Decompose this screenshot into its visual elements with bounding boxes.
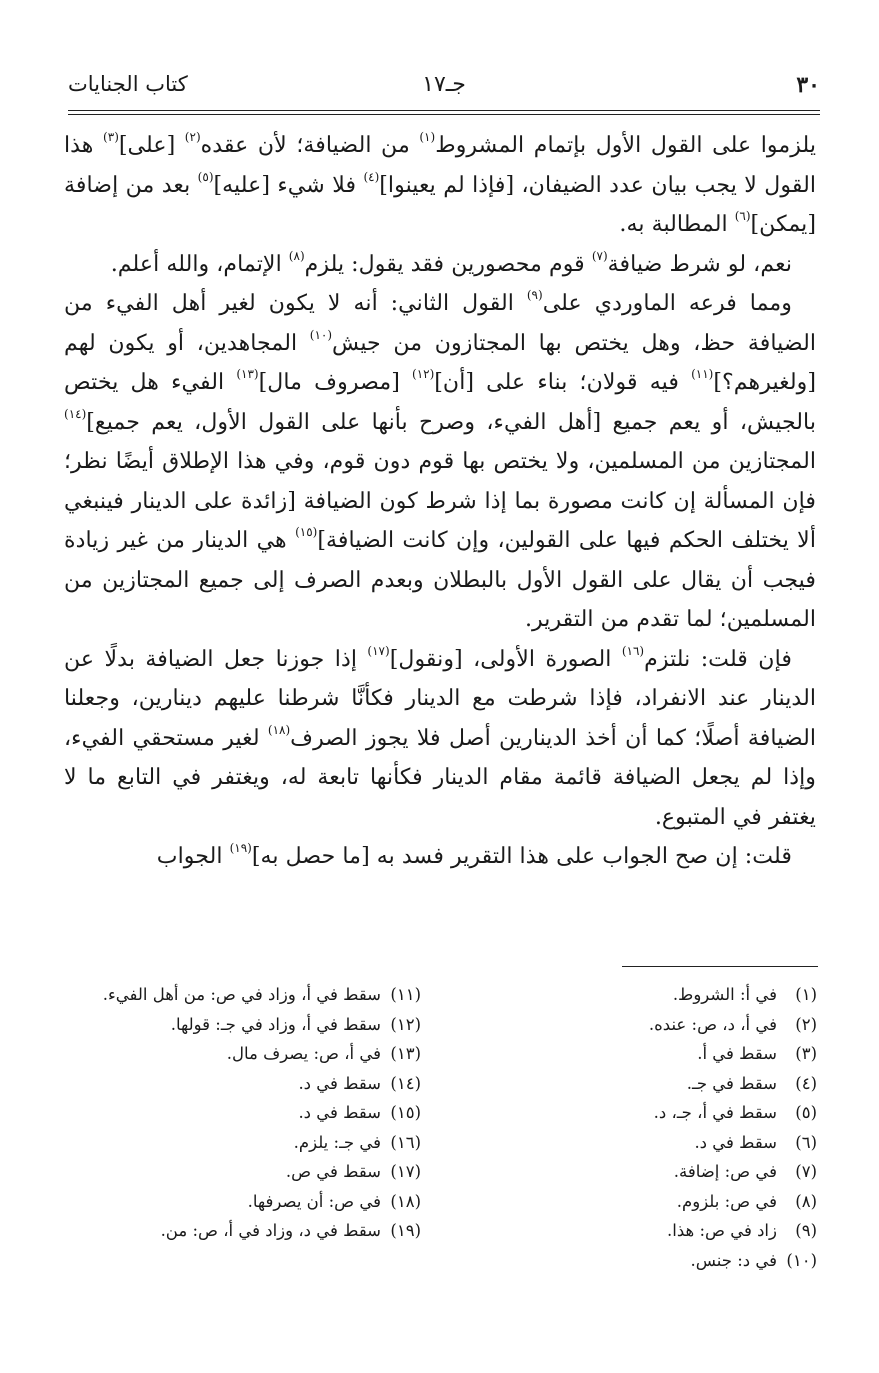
text-run: هذا القول لا يجب بيان عدد الضيفان، [فإذا لم يعينوا] [64,132,816,198]
footnote-item [51,1010,421,1040]
text-run: هي الدينار من غير زيادة فيجب أن يقال على القول الأول بالبطلان وبعدم الصرف إلى جميع المجتازين من المسلمين؛ لما تقدم من التقرير. [64,527,816,632]
footnote-marker: (٦) [734,209,751,223]
body-paragraph [64,126,816,245]
book-title: كتاب الجنايات [68,72,188,96]
footnote-item [51,1128,421,1158]
footnote-marker: (٣) [103,130,119,144]
footnote-number: (١٥) [390,1103,421,1122]
footnote-number: (٩) [795,1221,817,1240]
footnote-item [51,1157,421,1187]
footnote-number: (١٦) [390,1132,421,1152]
text-run: قوم محصورين فقد يقول: يلزم [304,250,592,277]
footnote-item [457,1069,817,1099]
main-text [64,126,816,877]
text-run: لغير مستحقي الفيء، وإذا لم يجعل الضيافة قائمة مقام الدينار فكأنها تابعة له، ويغتفر في التابع ما لا يغتفر في المتبوع. [64,724,816,830]
text-run: بعد من إضافة [يمكن] [64,171,816,237]
text-run: [على] [118,132,185,158]
footnote-item [51,1098,421,1128]
text-run: نعم، لو شرط ضيافة [607,250,792,277]
footnote-number: (٢) [795,1014,817,1034]
footnote-number: (١٠) [786,1250,817,1270]
footnote-item [457,1187,817,1217]
text-run: الفيء هل يختص بالجيش، أو يعم جميع [أهل الفيء، وصرح بأنها على القول الأول، يعم جميع] [64,369,816,435]
footnote-marker: (١٦) [621,643,645,658]
footnote-number: (١٨) [390,1191,421,1211]
text-run: يلزموا على القول الأول بإتمام المشروط [435,132,816,158]
footnote-text: سقط في أ. [697,1044,777,1063]
footnote-marker: (١٧) [367,643,390,658]
footnote-number: (١) [795,985,817,1004]
footnote-text: في د: جنس. [690,1250,777,1270]
footnote-marker: (١٣) [236,367,259,381]
footnote-marker: (٥) [197,169,214,184]
text-run: المطالبة به. [619,211,735,237]
body-paragraph [64,640,816,838]
footnote-text: في جـ: يلزم. [293,1132,381,1152]
footnote-item [457,980,817,1010]
footnote-text: سقط في ص. [285,1162,381,1181]
footnote-text: في ص: إضافة. [673,1162,777,1181]
footnote-marker: (١٠) [309,327,333,342]
footnote-number: (١٤) [390,1073,421,1093]
footnote-number: (٣) [795,1044,817,1063]
footnote-number: (٧) [795,1162,817,1181]
text-run: فيه قولان؛ بناء على [أن] [434,369,692,395]
body-paragraph [64,245,816,285]
footnote-number: (٤) [795,1073,817,1093]
text-run: من الضيافة؛ لأن عقده [200,132,420,158]
footnote-marker: (٤) [363,169,380,184]
footnote-marker: (١) [419,130,436,144]
footnote-item [457,1039,817,1069]
footnote-text: سقط في أ، وزاد في جـ: قولها. [170,1014,381,1034]
text-run: قلت: إن صح الجواب على هذا التقرير فسد به [ما حصل به] [251,843,792,869]
footnote-item [51,1216,421,1246]
text-run: الإتمام، والله أعلم. [110,250,289,277]
footnote-marker: (١١) [691,367,714,381]
body-paragraph [64,284,816,640]
footnote-marker: (٢) [184,130,201,144]
footnote-text: في ص: بلزوم. [676,1191,777,1211]
footnote-number: (١٩) [390,1221,421,1240]
footnote-item [51,980,421,1010]
text-run: فإن قلت: نلتزم [644,645,792,672]
footnote-number: (٦) [795,1132,817,1152]
text-run: إذا جوزنا جعل الضيافة بدلًا عن الدينار عند الانفراد، فإذا شرطت مع الدينار فكأنَّا شرطنا عليهم دينارين، وجعلنا الضيافة أصلًا؛ كما أن أخذ الدينارين أصل فلا يجوز الصرف [64,645,816,751]
footnote-marker: (٧) [591,248,608,263]
footnotes-column-left [51,980,421,1246]
footnote-marker: (١٩) [229,841,252,855]
page-number: ٣٠ [796,72,820,98]
text-run: المجاهدين، أو يكون لهم [ولغيرهم؟] [64,329,816,395]
footnote-marker: (٩) [526,288,543,302]
footnote-text: في أ، ص: يصرف مال. [226,1044,381,1063]
footnote-number: (٥) [795,1103,817,1122]
footnote-marker: (١٢) [412,367,435,381]
text-run: الجواب [156,843,230,869]
footnote-item [457,1128,817,1158]
text-run: ومما فرعه الماوردي على [542,290,792,316]
text-run: المجتازين من المسلمين، ولا يختص بها قوم دون قوم، وفي هذا الإطلاق أيضًا نظر؛ فإن المسألة إن كانت مصورة بما إذا شرط كون الضيافة [زائدة على الدينار فينبغي ألا يختلف الحكم فيها على القولين، وإن كانت الضيافة] [64,448,817,553]
footnotes-column-right [457,980,817,1275]
footnote-item [457,1098,817,1128]
footnote-text: سقط في أ، وزاد في ص: من أهل الفيء. [102,985,381,1004]
footnote-marker: (٨) [288,248,305,263]
footnote-item [457,1216,817,1246]
footnote-number: (١٧) [390,1162,421,1181]
footnote-text: في أ، د، ص: عنده. [648,1014,777,1034]
footnote-text: زاد في ص: هذا. [667,1221,777,1240]
footnote-text: في ص: أن يصرفها. [247,1191,381,1211]
footnote-text: سقط في أ، جـ، د. [653,1103,777,1122]
footnote-text: سقط في د. [694,1132,777,1152]
footnote-number: (١١) [390,985,421,1004]
footnote-marker: (١٤) [64,406,87,421]
footnote-separator [622,966,818,967]
running-header [68,72,820,108]
footnote-marker: (١٨) [267,722,291,737]
footnote-text: سقط في د. [298,1103,381,1122]
text-run: القول الثاني: أنه لا يكون لغير أهل الفيء من الضيافة حظ، وهل يختص بها المجتازون من جيش [64,290,816,356]
footnote-text: سقط في د، وزاد في أ، ص: من. [160,1221,381,1240]
text-run: فلا شيء [عليه] [213,171,364,198]
footnote-number: (٨) [795,1191,817,1211]
footnote-item [51,1069,421,1099]
footnote-item [457,1010,817,1040]
header-rule [68,110,820,111]
text-run: [مصروف مال] [258,369,412,395]
footnote-marker: (١٥) [295,525,318,539]
footnote-text: في أ: الشروط. [672,985,777,1004]
footnote-item [457,1157,817,1187]
footnote-item [457,1246,817,1276]
text-run: الصورة الأولى، [ونقول] [389,645,622,672]
footnote-number: (١٣) [390,1044,421,1063]
footnote-text: سقط في د. [298,1073,381,1093]
body-paragraph [64,837,816,877]
volume-label: جـ١٧ [422,72,466,97]
footnote-item [51,1039,421,1069]
footnote-item [51,1187,421,1217]
header-rule-double [68,114,820,115]
footnote-text: سقط في جـ. [686,1073,777,1093]
footnote-number: (١٢) [390,1014,421,1034]
